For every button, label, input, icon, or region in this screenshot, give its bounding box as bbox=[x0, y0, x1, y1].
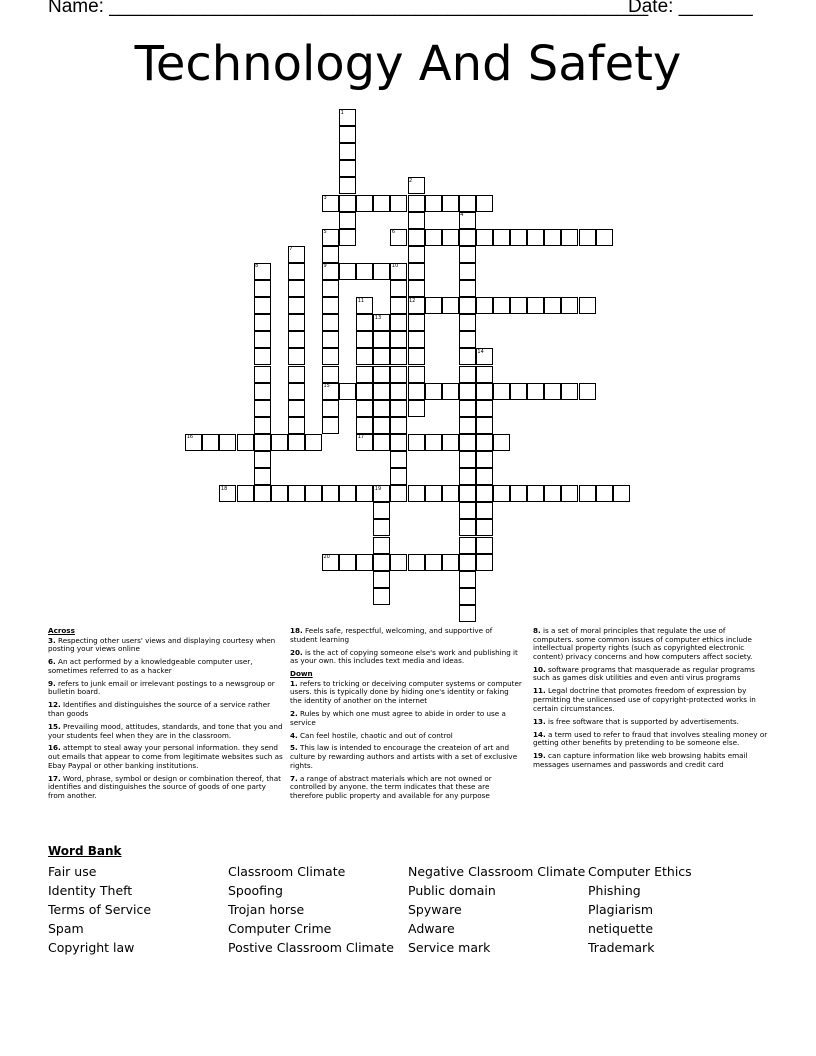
grid-cell bbox=[373, 554, 390, 571]
word-bank-item: Trojan horse bbox=[228, 902, 305, 917]
grid-cell bbox=[459, 229, 476, 246]
grid-cell bbox=[510, 485, 527, 502]
grid-cell bbox=[510, 297, 527, 314]
grid-cell bbox=[579, 297, 596, 314]
word-bank-item: Spyware bbox=[408, 902, 462, 917]
word-bank-item: Adware bbox=[408, 921, 455, 936]
grid-cell bbox=[459, 554, 476, 571]
grid-cell bbox=[322, 331, 339, 348]
cell-number: 3 bbox=[323, 195, 327, 201]
grid-cell bbox=[408, 366, 425, 383]
clue-across-9: 9. refers to junk email or irrelevant postings to a newsgroup or bulletin board. bbox=[48, 678, 275, 697]
grid-cell bbox=[373, 348, 390, 365]
grid-cell bbox=[442, 434, 459, 451]
clue-across-16: 16. attempt to steal away your personal information. they send out emails that appear to come from legitimate websites such as Ebay Paypal or other banking institutions. bbox=[48, 743, 283, 770]
word-bank-item: Public domain bbox=[408, 883, 496, 898]
clue-down-13: 13. is free software that is supported by advertisements. bbox=[533, 716, 739, 726]
grid-cell bbox=[408, 383, 425, 400]
grid-cell bbox=[254, 400, 271, 417]
grid-cell bbox=[390, 314, 407, 331]
grid-cell bbox=[408, 331, 425, 348]
cell-number: 14 bbox=[477, 348, 484, 355]
grid-cell bbox=[288, 348, 305, 365]
grid-cell bbox=[459, 571, 476, 588]
word-bank-item: Spoofing bbox=[228, 883, 283, 898]
grid-cell bbox=[561, 383, 578, 400]
grid-cell bbox=[408, 195, 425, 212]
grid-cell bbox=[373, 195, 390, 212]
grid-cell bbox=[425, 434, 442, 451]
grid-cell bbox=[373, 331, 390, 348]
grid-cell bbox=[408, 229, 425, 246]
grid-cell bbox=[390, 400, 407, 417]
clue-across-17: 17. Word, phrase, symbol or design or combination thereof, that identifies and distinguishes the source of goods of one party from another. bbox=[48, 773, 281, 800]
grid-cell bbox=[356, 400, 373, 417]
grid-cell bbox=[305, 485, 322, 502]
grid-cell bbox=[373, 263, 390, 280]
grid-cell bbox=[544, 229, 561, 246]
grid-cell bbox=[561, 297, 578, 314]
grid-cell bbox=[322, 246, 339, 263]
grid-cell bbox=[596, 485, 613, 502]
grid-cell bbox=[459, 519, 476, 536]
grid-cell bbox=[322, 280, 339, 297]
clue-down-2: 2. Rules by which one must agree to abide in order to use a service bbox=[290, 708, 506, 727]
grid-cell bbox=[322, 417, 339, 434]
clue-across-6: 6. An act performed by a knowledgeable computer user, sometimes referred to as a hacker bbox=[48, 657, 253, 675]
grid-cell bbox=[322, 366, 339, 383]
grid-cell bbox=[356, 263, 373, 280]
grid-cell bbox=[442, 297, 459, 314]
grid-cell bbox=[390, 434, 407, 451]
grid-cell bbox=[390, 297, 407, 314]
grid-cell bbox=[442, 229, 459, 246]
grid-cell bbox=[339, 212, 356, 229]
name-line: Name: ___________________________________________________ bbox=[48, 0, 649, 17]
grid-cell bbox=[493, 229, 510, 246]
grid-cell bbox=[459, 280, 476, 297]
grid-cell bbox=[390, 468, 407, 485]
grid-cell bbox=[408, 434, 425, 451]
page-title: Technology And Safety bbox=[134, 36, 682, 92]
grid-cell bbox=[390, 451, 407, 468]
grid-cell bbox=[579, 485, 596, 502]
grid-cell bbox=[510, 229, 527, 246]
word-bank-item: Copyright law bbox=[48, 940, 135, 955]
grid-cell bbox=[390, 366, 407, 383]
grid-cell bbox=[459, 502, 476, 519]
clue-across-12: 12. Identifies and distinguishes the source of a service rather than goods bbox=[48, 700, 271, 718]
grid-cell bbox=[373, 434, 390, 451]
grid-cell bbox=[459, 485, 476, 502]
word-bank-item: Terms of Service bbox=[48, 902, 152, 917]
grid-cell bbox=[356, 331, 373, 348]
grid-cell bbox=[390, 554, 407, 571]
cell-number: 8 bbox=[255, 263, 259, 270]
grid-cell bbox=[408, 263, 425, 280]
clue-across-20: 20. is the act of copying someone else's work and publishing it as your own. this includes text media and ideas. bbox=[290, 647, 518, 666]
word-bank-item: Plagiarism bbox=[588, 902, 654, 917]
word-bank-item: Fair use bbox=[48, 864, 97, 879]
grid-cell bbox=[476, 434, 493, 451]
grid-cell bbox=[493, 485, 510, 502]
grid-cell bbox=[339, 383, 356, 400]
cell-number: 11 bbox=[357, 297, 365, 304]
word-bank-item: Computer Crime bbox=[228, 921, 332, 936]
word-bank-item: netiquette bbox=[588, 921, 654, 936]
word-bank-title: Word Bank bbox=[48, 844, 122, 858]
grid-cell bbox=[425, 554, 442, 571]
grid-cell bbox=[459, 366, 476, 383]
grid-cell bbox=[459, 297, 476, 314]
grid-cell bbox=[254, 314, 271, 331]
grid-cell bbox=[390, 485, 407, 502]
grid-cell bbox=[476, 400, 493, 417]
grid-cell bbox=[442, 195, 459, 212]
grid-cell bbox=[288, 366, 305, 383]
grid-cell bbox=[527, 383, 544, 400]
grid-cell bbox=[254, 366, 271, 383]
grid-cell bbox=[476, 537, 493, 554]
grid-cell bbox=[408, 485, 425, 502]
grid-cell bbox=[527, 297, 544, 314]
grid-cell bbox=[476, 417, 493, 434]
grid-cell bbox=[254, 348, 271, 365]
grid-cell bbox=[476, 502, 493, 519]
cell-number: 4 bbox=[460, 212, 464, 219]
clue-down-10: 10. software programs that masquerade as regular programs such as games disk utilities and even anti virus programs bbox=[533, 664, 755, 683]
clue-across-3: 3. Respecting other users' views and displaying courtesy when posting your views online bbox=[48, 635, 276, 654]
grid-cell bbox=[390, 195, 407, 212]
grid-cell bbox=[390, 280, 407, 297]
grid-cell bbox=[339, 143, 356, 160]
grid-cell bbox=[373, 400, 390, 417]
word-bank-item: Postive Classroom Climate bbox=[228, 940, 394, 955]
grid-cell bbox=[425, 485, 442, 502]
grid-cell bbox=[476, 229, 493, 246]
grid-cell bbox=[339, 229, 356, 246]
grid-cell bbox=[356, 554, 373, 571]
grid-cell bbox=[373, 519, 390, 536]
grid-cell bbox=[459, 348, 476, 365]
grid-cell bbox=[288, 314, 305, 331]
grid-cell bbox=[254, 331, 271, 348]
grid-cell bbox=[339, 195, 356, 212]
grid-cell bbox=[493, 434, 510, 451]
clue-across-18: 18. Feels safe, respectful, welcoming, and supportive of student learning bbox=[290, 626, 493, 644]
grid-cell bbox=[356, 348, 373, 365]
grid-cell bbox=[288, 297, 305, 314]
grid-cell bbox=[425, 229, 442, 246]
grid-cell bbox=[373, 417, 390, 434]
grid-cell bbox=[254, 297, 271, 314]
grid-cell bbox=[493, 383, 510, 400]
grid-cell bbox=[459, 263, 476, 280]
grid-cell bbox=[288, 485, 305, 502]
cell-number: 12 bbox=[409, 297, 416, 304]
cell-number: 16 bbox=[186, 434, 194, 441]
grid-cell bbox=[373, 502, 390, 519]
grid-cell bbox=[288, 263, 305, 280]
grid-cell bbox=[390, 417, 407, 434]
grid-cell bbox=[254, 468, 271, 485]
grid-cell bbox=[476, 554, 493, 571]
grid-cell bbox=[339, 160, 356, 177]
word-bank-item: Phishing bbox=[588, 883, 641, 898]
grid-cell bbox=[613, 485, 630, 502]
grid-cell bbox=[442, 383, 459, 400]
grid-cell bbox=[373, 383, 390, 400]
grid-cell bbox=[322, 485, 339, 502]
clue-across-15: 15. Prevailing mood, attitudes, standards, and tone that you and your students feel when they are in the classroom. bbox=[48, 721, 283, 740]
grid-cell bbox=[408, 314, 425, 331]
grid-cell bbox=[493, 297, 510, 314]
grid-cell bbox=[288, 383, 305, 400]
grid-cell bbox=[271, 485, 288, 502]
across-heading: Across bbox=[48, 626, 75, 635]
grid-cell bbox=[425, 297, 442, 314]
grid-cell bbox=[322, 348, 339, 365]
clue-down-11: 11. Legal doctrine that promotes freedom of expression by permitting the unlicensed use of copyright-protected works in certain circumstances. bbox=[533, 686, 756, 713]
grid-cell bbox=[271, 434, 288, 451]
grid-cell bbox=[322, 314, 339, 331]
grid-cell bbox=[561, 485, 578, 502]
clue-down-4: 4. Can feel hostile, chaotic and out of control bbox=[290, 730, 453, 740]
grid-cell bbox=[356, 195, 373, 212]
grid-cell bbox=[254, 383, 271, 400]
grid-cell bbox=[579, 229, 596, 246]
grid-cell bbox=[237, 434, 254, 451]
grid-cell bbox=[459, 605, 476, 622]
clue-down-7: 7. a range of abstract materials which are not owned or controlled by anyone. the term indicates that these are therefore public property and available for any purpose bbox=[290, 773, 492, 800]
grid-cell bbox=[459, 195, 476, 212]
grid-cell bbox=[322, 400, 339, 417]
grid-cell bbox=[254, 434, 271, 451]
grid-cell bbox=[339, 554, 356, 571]
grid-cell bbox=[476, 383, 493, 400]
grid-cell bbox=[356, 314, 373, 331]
word-bank-item: Identity Theft bbox=[48, 883, 133, 898]
cell-number: 18 bbox=[220, 485, 228, 492]
grid-cell bbox=[442, 554, 459, 571]
down-heading: Down bbox=[290, 669, 313, 679]
date-line: Date: _______ bbox=[628, 0, 753, 17]
grid-cell bbox=[373, 588, 390, 605]
clues-column-3 bbox=[533, 627, 768, 774]
grid-cell bbox=[288, 400, 305, 417]
clues-column-1 bbox=[48, 627, 284, 805]
clue-down-19: 19. can capture information like web browsing habits email messages usernames and passwords and credit card bbox=[533, 751, 748, 769]
cell-number: 1 bbox=[340, 109, 344, 116]
clue-down-1: 1. refers to tricking or deceiving computer systems or computer users. this is typically done by hiding one's identity or faking the identity of another on the internet bbox=[290, 678, 522, 705]
grid-cell bbox=[339, 263, 356, 280]
grid-cell bbox=[476, 366, 493, 383]
grid-cell bbox=[254, 280, 271, 297]
cell-number: 6 bbox=[391, 229, 396, 236]
grid-cell bbox=[408, 400, 425, 417]
grid-cell bbox=[579, 383, 596, 400]
grid-cell bbox=[408, 554, 425, 571]
cell-number: 17 bbox=[357, 434, 365, 441]
grid-cell bbox=[527, 485, 544, 502]
grid-cell bbox=[459, 314, 476, 331]
grid-cell bbox=[254, 451, 271, 468]
word-bank-item: Service mark bbox=[408, 940, 491, 955]
grid-cell bbox=[459, 246, 476, 263]
grid-cell bbox=[356, 366, 373, 383]
grid-cell bbox=[476, 195, 493, 212]
grid-cell bbox=[288, 417, 305, 434]
grid-cell bbox=[288, 280, 305, 297]
grid-cell bbox=[544, 297, 561, 314]
grid-cell bbox=[476, 468, 493, 485]
word-bank-item: Trademark bbox=[588, 940, 655, 955]
grid-cell bbox=[322, 297, 339, 314]
cell-number: 15 bbox=[323, 383, 330, 390]
grid-cell bbox=[459, 434, 476, 451]
grid-cell bbox=[339, 177, 356, 194]
word-bank-item: Spam bbox=[48, 921, 84, 936]
grid-cell bbox=[442, 485, 459, 502]
grid-cell bbox=[459, 537, 476, 554]
grid-cell bbox=[476, 297, 493, 314]
grid-cell bbox=[459, 400, 476, 417]
grid-cell bbox=[476, 485, 493, 502]
grid-cell bbox=[408, 280, 425, 297]
grid-cell bbox=[476, 519, 493, 536]
word-bank-item: Classroom Climate bbox=[228, 864, 346, 879]
grid-cell bbox=[425, 383, 442, 400]
grid-cell bbox=[356, 383, 373, 400]
grid-cell bbox=[459, 468, 476, 485]
grid-cell bbox=[390, 348, 407, 365]
grid-cell bbox=[408, 348, 425, 365]
grid-cell bbox=[373, 537, 390, 554]
grid-cell bbox=[254, 485, 271, 502]
cell-number: 20 bbox=[323, 554, 330, 561]
grid-cell bbox=[356, 485, 373, 502]
word-bank-item: Computer Ethics bbox=[588, 864, 692, 879]
word-bank-item: Negative Classroom Climate bbox=[408, 864, 586, 879]
grid-cell bbox=[459, 331, 476, 348]
grid-cell bbox=[373, 571, 390, 588]
grid-cell bbox=[459, 451, 476, 468]
grid-cell bbox=[390, 383, 407, 400]
cell-number: 13 bbox=[374, 314, 382, 321]
cell-number: 19 bbox=[374, 485, 382, 492]
word-bank bbox=[48, 862, 768, 957]
grid-cell bbox=[288, 331, 305, 348]
grid-cell bbox=[459, 588, 476, 605]
grid-cell bbox=[356, 417, 373, 434]
grid-cell bbox=[339, 485, 356, 502]
grid-cell bbox=[596, 229, 613, 246]
clue-down-14: 14. a term used to refer to fraud that involves stealing money or getting other benefits by pretending to be someone else. bbox=[533, 729, 768, 748]
cell-number: 7 bbox=[289, 246, 293, 253]
grid-cell bbox=[476, 451, 493, 468]
grid-cell bbox=[202, 434, 219, 451]
grid-cell bbox=[544, 383, 561, 400]
grid-cell bbox=[459, 383, 476, 400]
cell-number: 5 bbox=[323, 229, 327, 236]
grid-cell bbox=[561, 229, 578, 246]
grid-cell bbox=[237, 485, 254, 502]
grid-cell bbox=[339, 126, 356, 143]
grid-cell bbox=[288, 434, 305, 451]
grid-cell bbox=[254, 417, 271, 434]
grid-cell bbox=[425, 195, 442, 212]
grid-cell bbox=[373, 366, 390, 383]
cell-number: 9 bbox=[323, 263, 327, 270]
clues-column-2 bbox=[290, 627, 522, 805]
grid-cell bbox=[408, 212, 425, 229]
grid-cell bbox=[459, 417, 476, 434]
grid-cell bbox=[305, 434, 322, 451]
grid-cell bbox=[408, 246, 425, 263]
grid-cell bbox=[219, 434, 236, 451]
grid-cell bbox=[510, 383, 527, 400]
clue-down-5: 5. This law is intended to encourage the createion of art and culture by rewarding authors and artists with a set of exclusive rights. bbox=[290, 743, 518, 770]
grid-cell bbox=[544, 485, 561, 502]
clue-down-8: 8. is a set of moral principles that regulate the use of computers. some common issues of computer ethics include intellectual property rights (such as copyrighted electronic content) privacy concerns and how computers affect society. bbox=[533, 626, 753, 661]
cell-number: 2 bbox=[409, 177, 413, 184]
grid-cell bbox=[527, 229, 544, 246]
cell-number: 10 bbox=[391, 263, 399, 270]
grid-cell bbox=[390, 331, 407, 348]
